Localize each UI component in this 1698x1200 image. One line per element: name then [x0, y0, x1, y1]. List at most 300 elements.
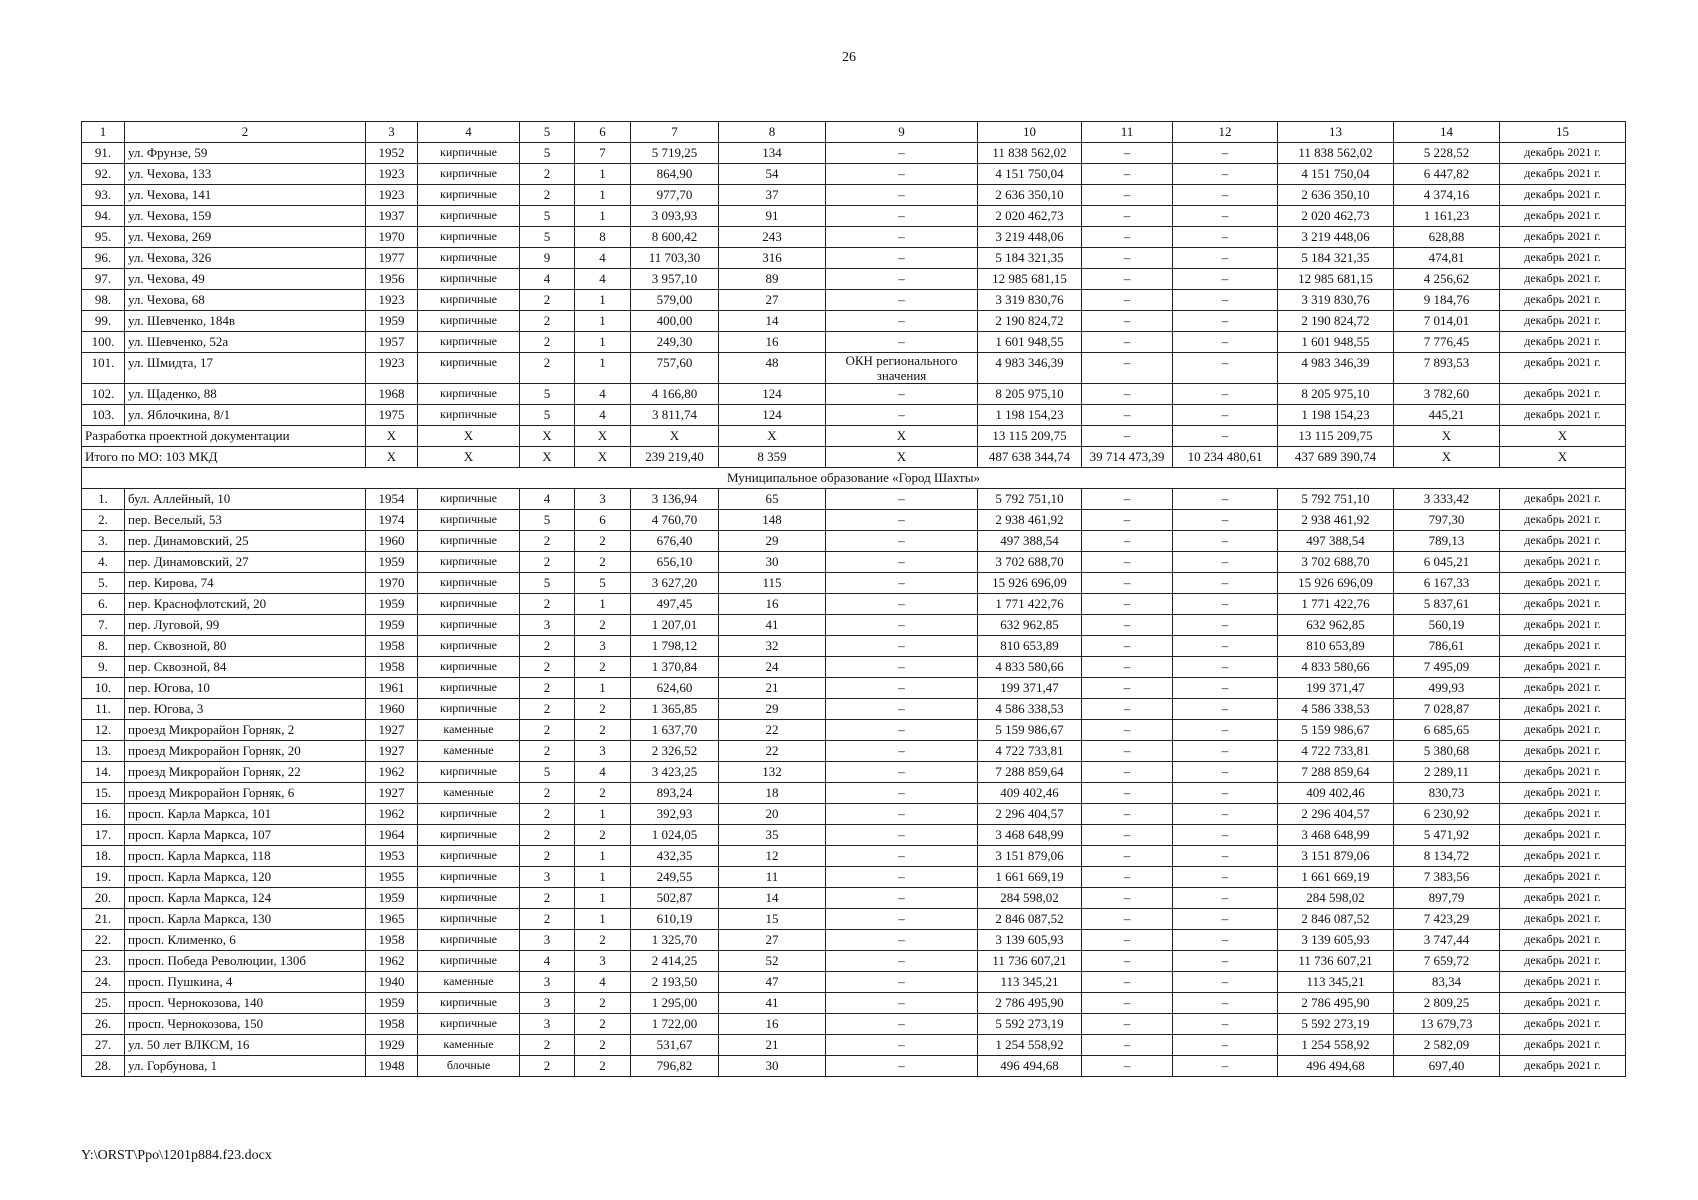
table-cell: кирпичные: [418, 888, 520, 909]
table-row: [82, 489, 1626, 510]
table-cell: 4: [520, 951, 575, 972]
table-cell: 7 288 859,64: [978, 762, 1082, 783]
table-row: [82, 762, 1626, 783]
table-row: [82, 1014, 1626, 1035]
table-cell: 3 219 448,06: [978, 227, 1082, 248]
table-cell: кирпичные: [418, 353, 520, 384]
table-cell: –: [826, 290, 978, 311]
table-cell: 4: [575, 248, 631, 269]
table-cell: –: [1173, 972, 1278, 993]
table-cell: 1960: [366, 699, 418, 720]
file-path: Y:\ORST\Ppo\1201p884.f23.docx: [81, 1148, 272, 1163]
table-cell: –: [826, 867, 978, 888]
table-cell: пер. Югова, 3: [125, 699, 366, 720]
table-cell: декабрь 2021 г.: [1500, 227, 1626, 248]
table-cell: 8 359: [719, 447, 826, 468]
table-cell: X: [1394, 447, 1500, 468]
table-cell: 497 388,54: [978, 531, 1082, 552]
table-cell: 6 167,33: [1394, 573, 1500, 594]
table-cell: 3 136,94: [631, 489, 719, 510]
table-cell: 89: [719, 269, 826, 290]
table-cell: 2 938 461,92: [1278, 510, 1394, 531]
table-row: [82, 657, 1626, 678]
table-cell: 11 838 562,02: [978, 143, 1082, 164]
table-cell: 10 234 480,61: [1173, 447, 1278, 468]
table-cell: 4 256,62: [1394, 269, 1500, 290]
table-cell: –: [1082, 206, 1173, 227]
table-cell: 2 846 087,52: [978, 909, 1082, 930]
table-cell: пер. Динамовский, 27: [125, 552, 366, 573]
column-number-header: 4: [418, 122, 520, 143]
table-cell: –: [826, 552, 978, 573]
table-cell: 1 295,00: [631, 993, 719, 1014]
table-cell: 3: [575, 741, 631, 762]
table-cell: кирпичные: [418, 573, 520, 594]
table-cell: 5: [520, 206, 575, 227]
table-cell: 1 254 558,92: [1278, 1035, 1394, 1056]
table-cell: –: [1082, 993, 1173, 1014]
table-cell: 2: [575, 930, 631, 951]
column-number-header: 12: [1173, 122, 1278, 143]
table-cell: проезд Микрорайон Горняк, 6: [125, 783, 366, 804]
table-cell: 2: [575, 1056, 631, 1077]
table-cell: 2: [520, 888, 575, 909]
table-cell: –: [1173, 657, 1278, 678]
table-cell: 610,19: [631, 909, 719, 930]
table-cell: 12.: [82, 720, 125, 741]
table-cell: пер. Динамовский, 25: [125, 531, 366, 552]
table-cell: 1 722,00: [631, 1014, 719, 1035]
table-cell: декабрь 2021 г.: [1500, 332, 1626, 353]
table-cell: 26.: [82, 1014, 125, 1035]
table-cell: 1952: [366, 143, 418, 164]
table-cell: 1 365,85: [631, 699, 719, 720]
table-cell: X: [418, 426, 520, 447]
table-cell: 1954: [366, 489, 418, 510]
table-cell: 5: [520, 573, 575, 594]
table-cell: –: [826, 1056, 978, 1077]
table-cell: 5: [520, 510, 575, 531]
table-cell: –: [1173, 846, 1278, 867]
table-row: [82, 804, 1626, 825]
table-cell: –: [1173, 930, 1278, 951]
table-cell: 2: [520, 825, 575, 846]
table-row: [82, 741, 1626, 762]
table-cell: 8 600,42: [631, 227, 719, 248]
table-cell: 37: [719, 185, 826, 206]
table-cell: 3 333,42: [1394, 489, 1500, 510]
table-row: [82, 993, 1626, 1014]
table-cell: 1927: [366, 720, 418, 741]
table-cell: 1 661 669,19: [1278, 867, 1394, 888]
table-cell: просп. Карла Маркса, 130: [125, 909, 366, 930]
table-cell: 7 014,01: [1394, 311, 1500, 332]
table-cell: –: [826, 930, 978, 951]
table-cell: –: [1173, 531, 1278, 552]
table-cell: 3 219 448,06: [1278, 227, 1394, 248]
table-cell: –: [1082, 332, 1173, 353]
table-cell: декабрь 2021 г.: [1500, 353, 1626, 384]
table-cell: 1 024,05: [631, 825, 719, 846]
table-cell: просп. Пушкина, 4: [125, 972, 366, 993]
table-cell: 284 598,02: [1278, 888, 1394, 909]
table-cell: 1959: [366, 594, 418, 615]
table-cell: 3: [520, 993, 575, 1014]
table-cell: 113 345,21: [1278, 972, 1394, 993]
table-cell: просп. Клименко, 6: [125, 930, 366, 951]
table-cell: 3 139 605,93: [978, 930, 1082, 951]
table-cell: –: [1082, 678, 1173, 699]
table-cell: 29: [719, 531, 826, 552]
table-cell: 4: [520, 269, 575, 290]
table-cell: 9 184,76: [1394, 290, 1500, 311]
table-cell: 2 190 824,72: [1278, 311, 1394, 332]
table-cell: 2 414,25: [631, 951, 719, 972]
table-cell: –: [1173, 993, 1278, 1014]
table-cell: 2: [520, 657, 575, 678]
table-cell: 2 289,11: [1394, 762, 1500, 783]
column-number-header: 13: [1278, 122, 1394, 143]
table-cell: 124: [719, 384, 826, 405]
table-cell: 1: [575, 206, 631, 227]
table-cell: 496 494,68: [978, 1056, 1082, 1077]
table-cell: кирпичные: [418, 143, 520, 164]
table-row: [82, 909, 1626, 930]
table-cell: проезд Микрорайон Горняк, 20: [125, 741, 366, 762]
table-cell: декабрь 2021 г.: [1500, 384, 1626, 405]
table-cell: 3 151 879,06: [1278, 846, 1394, 867]
table-cell: 14: [719, 888, 826, 909]
table-cell: 1923: [366, 353, 418, 384]
table-cell: 98.: [82, 290, 125, 311]
table-cell: 445,21: [1394, 405, 1500, 426]
table-cell: 1: [575, 909, 631, 930]
table-cell: декабрь 2021 г.: [1500, 804, 1626, 825]
table-cell: –: [1082, 909, 1173, 930]
column-number-row: [82, 122, 1626, 143]
table-cell: 1 661 669,19: [978, 867, 1082, 888]
table-cell: 2 020 462,73: [1278, 206, 1394, 227]
table-cell: 5: [520, 762, 575, 783]
table-cell: 93.: [82, 185, 125, 206]
table-cell: 1961: [366, 678, 418, 699]
table-cell: 5: [520, 405, 575, 426]
table-cell: 47: [719, 972, 826, 993]
table-cell: 23.: [82, 951, 125, 972]
table-cell: 893,24: [631, 783, 719, 804]
table-row: [82, 783, 1626, 804]
table-cell: 4 166,80: [631, 384, 719, 405]
table-cell: 496 494,68: [1278, 1056, 1394, 1077]
table-cell: кирпичные: [418, 489, 520, 510]
table-cell: 977,70: [631, 185, 719, 206]
table-cell: 6 447,82: [1394, 164, 1500, 185]
table-cell: 41: [719, 993, 826, 1014]
table-cell: ул. Чехова, 133: [125, 164, 366, 185]
table-cell: 1: [575, 185, 631, 206]
table-cell: 16: [719, 1014, 826, 1035]
table-cell: 1958: [366, 930, 418, 951]
table-row: [82, 311, 1626, 332]
table-cell: декабрь 2021 г.: [1500, 930, 1626, 951]
table-cell: 4 760,70: [631, 510, 719, 531]
table-cell: кирпичные: [418, 993, 520, 1014]
table-cell: –: [826, 573, 978, 594]
table-cell: –: [1082, 573, 1173, 594]
section-title: Муниципальное образование «Город Шахты»: [82, 468, 1626, 489]
table-cell: –: [1173, 311, 1278, 332]
table-cell: –: [1082, 783, 1173, 804]
table-cell: кирпичные: [418, 405, 520, 426]
table-cell: 8: [575, 227, 631, 248]
table-cell: 3: [575, 489, 631, 510]
table-cell: –: [1173, 489, 1278, 510]
table-cell: 2: [520, 290, 575, 311]
table-cell: декабрь 2021 г.: [1500, 846, 1626, 867]
table-cell: 1937: [366, 206, 418, 227]
table-cell: 13 679,73: [1394, 1014, 1500, 1035]
table-cell: 1970: [366, 573, 418, 594]
table-cell: 1: [575, 678, 631, 699]
table-cell: 4 722 733,81: [1278, 741, 1394, 762]
table-cell: –: [1082, 164, 1173, 185]
table-cell: 12: [719, 846, 826, 867]
table-row: [82, 825, 1626, 846]
table-cell: –: [1082, 1014, 1173, 1035]
table-cell: –: [1082, 846, 1173, 867]
table-cell: 656,10: [631, 552, 719, 573]
table-cell: декабрь 2021 г.: [1500, 143, 1626, 164]
table-cell: 16: [719, 594, 826, 615]
table-cell: 5 184 321,35: [978, 248, 1082, 269]
table-cell: 5 380,68: [1394, 741, 1500, 762]
table-cell: –: [826, 206, 978, 227]
table-cell: декабрь 2021 г.: [1500, 552, 1626, 573]
table-cell: 2: [575, 825, 631, 846]
table-cell: 9.: [82, 657, 125, 678]
table-cell: 7 383,56: [1394, 867, 1500, 888]
table-cell: –: [1082, 594, 1173, 615]
table-cell: X: [826, 426, 978, 447]
table-cell: –: [1173, 227, 1278, 248]
table-cell: 83,34: [1394, 972, 1500, 993]
table-cell: 3.: [82, 531, 125, 552]
table-cell: 5 228,52: [1394, 143, 1500, 164]
table-cell: 5 837,61: [1394, 594, 1500, 615]
table-cell: –: [826, 269, 978, 290]
table-cell: 132: [719, 762, 826, 783]
table-cell: 864,90: [631, 164, 719, 185]
table-cell: 115: [719, 573, 826, 594]
table-cell: декабрь 2021 г.: [1500, 867, 1626, 888]
table-cell: кирпичные: [418, 227, 520, 248]
table-cell: 502,87: [631, 888, 719, 909]
table-cell: 48: [719, 353, 826, 384]
table-row: [82, 930, 1626, 951]
table-cell: 4 151 750,04: [1278, 164, 1394, 185]
table-cell: 487 638 344,74: [978, 447, 1082, 468]
table-cell: ул. Яблочкина, 8/1: [125, 405, 366, 426]
table-cell: 30: [719, 1056, 826, 1077]
table-cell: 1 601 948,55: [978, 332, 1082, 353]
table-cell: 1 161,23: [1394, 206, 1500, 227]
table-cell: декабрь 2021 г.: [1500, 825, 1626, 846]
table-cell: просп. Чернокозова, 140: [125, 993, 366, 1014]
table-cell: декабрь 2021 г.: [1500, 1014, 1626, 1035]
table-cell: кирпичные: [418, 678, 520, 699]
table-cell: 1958: [366, 636, 418, 657]
table-cell: 2: [575, 783, 631, 804]
table-cell: –: [826, 720, 978, 741]
table-cell: 2 938 461,92: [978, 510, 1082, 531]
table-cell: 2: [520, 804, 575, 825]
table-cell: –: [826, 143, 978, 164]
table-row: [82, 353, 1626, 384]
table-cell: декабрь 2021 г.: [1500, 720, 1626, 741]
table-row: [82, 615, 1626, 636]
table-cell: –: [826, 783, 978, 804]
table-cell: 5 592 273,19: [978, 1014, 1082, 1035]
table-row: [82, 1056, 1626, 1077]
table-cell: 6 045,21: [1394, 552, 1500, 573]
table-cell: 1959: [366, 552, 418, 573]
table-cell: кирпичные: [418, 909, 520, 930]
table-cell: ул. Фрунзе, 59: [125, 143, 366, 164]
table-cell: 7 893,53: [1394, 353, 1500, 384]
table-cell: –: [1173, 573, 1278, 594]
table-cell: –: [826, 510, 978, 531]
housing-register-table: [81, 121, 1626, 1077]
table-cell: декабрь 2021 г.: [1500, 909, 1626, 930]
table-cell: –: [826, 615, 978, 636]
table-cell: 437 689 390,74: [1278, 447, 1394, 468]
table-cell: 697,40: [1394, 1056, 1500, 1077]
table-cell: 757,60: [631, 353, 719, 384]
table-cell: 1962: [366, 804, 418, 825]
table-cell: просп. Чернокозова, 150: [125, 1014, 366, 1035]
table-cell: –: [1173, 206, 1278, 227]
table-cell: 1923: [366, 290, 418, 311]
table-cell: 1: [575, 594, 631, 615]
table-cell: 1 601 948,55: [1278, 332, 1394, 353]
table-cell: просп. Карла Маркса, 124: [125, 888, 366, 909]
table-cell: 21: [719, 1035, 826, 1056]
table-cell: 5 719,25: [631, 143, 719, 164]
table-cell: 11 838 562,02: [1278, 143, 1394, 164]
table-cell: –: [826, 678, 978, 699]
table-cell: 35: [719, 825, 826, 846]
table-cell: –: [1082, 143, 1173, 164]
table-cell: –: [826, 248, 978, 269]
table-cell: ул. Шмидта, 17: [125, 353, 366, 384]
table-cell: 3 627,20: [631, 573, 719, 594]
table-cell: 5 184 321,35: [1278, 248, 1394, 269]
table-cell: –: [1082, 185, 1173, 206]
table-cell: X: [1500, 426, 1626, 447]
table-row: [82, 720, 1626, 741]
table-row: [82, 332, 1626, 353]
table-cell: декабрь 2021 г.: [1500, 972, 1626, 993]
table-cell: кирпичные: [418, 384, 520, 405]
table-cell: 1 325,70: [631, 930, 719, 951]
table-cell: 4 983 346,39: [978, 353, 1082, 384]
table-cell: декабрь 2021 г.: [1500, 531, 1626, 552]
table-cell: 1959: [366, 993, 418, 1014]
table-cell: 4: [575, 405, 631, 426]
table-cell: пер. Сквозной, 84: [125, 657, 366, 678]
table-cell: 624,60: [631, 678, 719, 699]
table-cell: 4: [575, 269, 631, 290]
table-cell: 1 207,01: [631, 615, 719, 636]
table-cell: 499,93: [1394, 678, 1500, 699]
table-cell: 1970: [366, 227, 418, 248]
table-cell: –: [1173, 678, 1278, 699]
subtotal-label: Разработка проектной документации: [82, 426, 366, 447]
table-cell: 2: [575, 657, 631, 678]
table-cell: декабрь 2021 г.: [1500, 510, 1626, 531]
table-cell: декабрь 2021 г.: [1500, 290, 1626, 311]
table-cell: 1962: [366, 951, 418, 972]
table-cell: кирпичные: [418, 164, 520, 185]
section-title-row: [82, 468, 1626, 489]
table-cell: декабрь 2021 г.: [1500, 993, 1626, 1014]
table-cell: 786,61: [1394, 636, 1500, 657]
table-cell: 2 582,09: [1394, 1035, 1500, 1056]
table-cell: 5: [520, 143, 575, 164]
table-cell: 2: [520, 741, 575, 762]
table-cell: 95.: [82, 227, 125, 248]
table-cell: –: [1173, 405, 1278, 426]
table-cell: 432,35: [631, 846, 719, 867]
table-cell: 1 637,70: [631, 720, 719, 741]
table-row: [82, 290, 1626, 311]
table-cell: –: [826, 405, 978, 426]
table-cell: ул. Чехова, 269: [125, 227, 366, 248]
table-cell: –: [1082, 657, 1173, 678]
table-cell: 409 402,46: [978, 783, 1082, 804]
table-row: [82, 185, 1626, 206]
table-cell: декабрь 2021 г.: [1500, 636, 1626, 657]
table-row: [82, 888, 1626, 909]
table-cell: 1: [575, 164, 631, 185]
table-cell: –: [826, 804, 978, 825]
table-cell: 1955: [366, 867, 418, 888]
table-cell: 4 833 580,66: [978, 657, 1082, 678]
table-cell: 1957: [366, 332, 418, 353]
table-cell: 148: [719, 510, 826, 531]
table-cell: 474,81: [1394, 248, 1500, 269]
table-cell: X: [520, 447, 575, 468]
table-cell: 94.: [82, 206, 125, 227]
table-cell: 11 736 607,21: [978, 951, 1082, 972]
table-cell: пер. Веселый, 53: [125, 510, 366, 531]
table-cell: –: [1082, 762, 1173, 783]
table-cell: кирпичные: [418, 846, 520, 867]
table-cell: 8 205 975,10: [978, 384, 1082, 405]
table-cell: 7 776,45: [1394, 332, 1500, 353]
table-cell: 2 846 087,52: [1278, 909, 1394, 930]
table-cell: декабрь 2021 г.: [1500, 762, 1626, 783]
table-cell: декабрь 2021 г.: [1500, 206, 1626, 227]
table-cell: –: [1082, 867, 1173, 888]
table-cell: 1956: [366, 269, 418, 290]
column-number-header: 10: [978, 122, 1082, 143]
table-cell: 15 926 696,09: [978, 573, 1082, 594]
table-cell: 1948: [366, 1056, 418, 1077]
table-cell: 41: [719, 615, 826, 636]
table-cell: 4 833 580,66: [1278, 657, 1394, 678]
table-cell: 2 296 404,57: [1278, 804, 1394, 825]
